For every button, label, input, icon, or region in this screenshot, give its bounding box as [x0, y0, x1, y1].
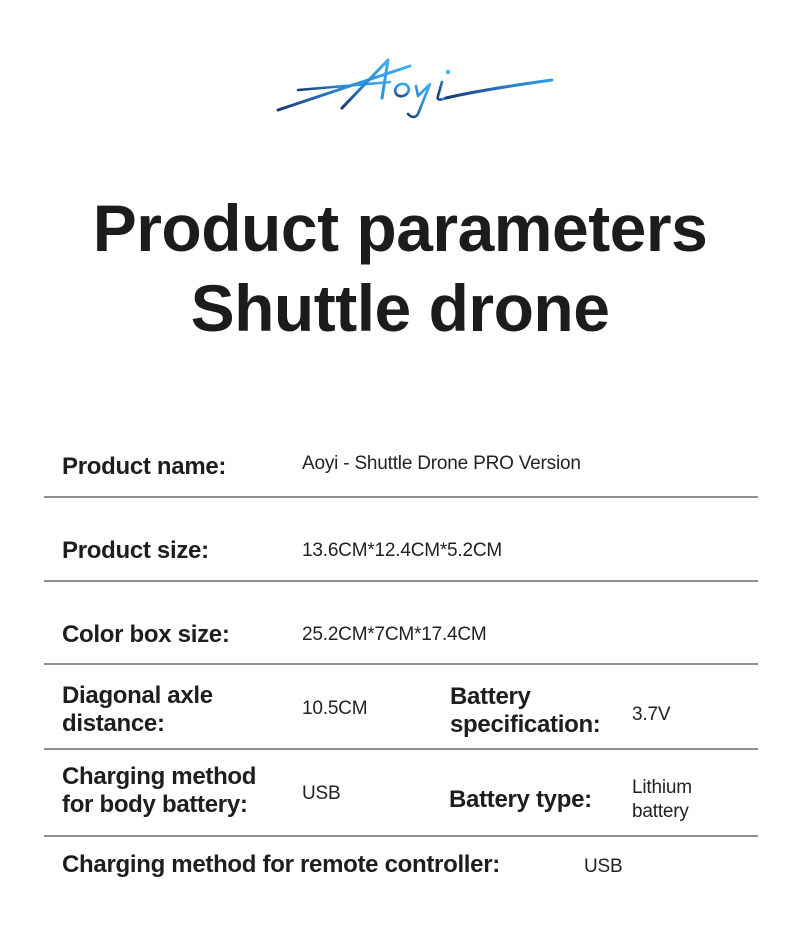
divider	[44, 580, 758, 582]
charging-remote-value: USB	[584, 856, 623, 877]
battery-type-label: Battery type:	[449, 786, 592, 813]
charging-body-label: Charging method for body battery:	[62, 763, 257, 818]
product-name-value: Aoyi - Shuttle Drone PRO Version	[302, 453, 581, 474]
product-size-label: Product size:	[62, 537, 209, 564]
battery-spec-label: Battery specification:	[450, 683, 601, 738]
color-box-size-value: 25.2CM*7CM*17.4CM	[302, 624, 487, 645]
battery-spec-value: 3.7V	[632, 704, 671, 725]
page-title	[0, 188, 800, 348]
title-line-1: Product parameters	[92, 191, 708, 265]
diagonal-axle-value: 10.5CM	[302, 698, 368, 719]
aoyi-logo-icon	[270, 52, 560, 122]
charging-body-value: USB	[302, 783, 341, 804]
divider	[44, 748, 758, 750]
product-size-value: 13.6CM*12.4CM*5.2CM	[302, 540, 503, 561]
color-box-size-label: Color box size:	[62, 621, 230, 648]
battery-type-value: Lithium battery	[632, 777, 692, 822]
divider	[44, 835, 758, 837]
product-name-label: Product name:	[62, 453, 227, 480]
diagonal-axle-label: Diagonal axle distance:	[62, 682, 213, 737]
divider	[44, 663, 758, 665]
charging-remote-label: Charging method for remote controller:	[62, 851, 500, 878]
divider	[44, 496, 758, 498]
title-line-2: Shuttle drone	[190, 271, 610, 345]
